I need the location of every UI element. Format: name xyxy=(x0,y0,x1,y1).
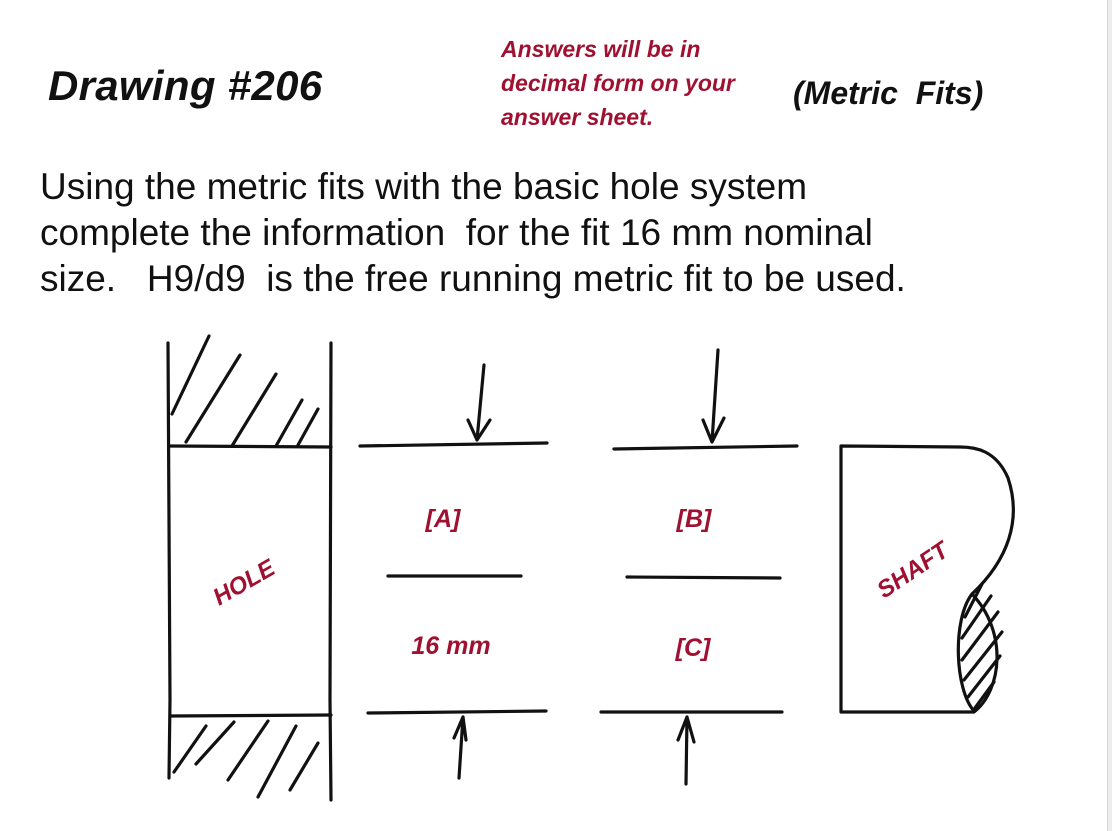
answers-note-line-3: answer sheet. xyxy=(501,104,654,130)
label-b: [B] xyxy=(676,505,712,533)
shaft-label: SHAFT xyxy=(872,536,954,604)
column-b-lines xyxy=(601,350,797,784)
label-a: [A] xyxy=(425,505,461,533)
answers-note-line-2: decimal form on your xyxy=(501,70,735,96)
col-b-bottom-arrow xyxy=(678,717,694,784)
col-a-bottom-line xyxy=(368,711,546,713)
col-a-bottom-arrow xyxy=(454,717,466,778)
hole-right-wall xyxy=(330,343,331,800)
hole-left-wall xyxy=(168,343,170,778)
instructions-line-1: Using the metric fits with the basic hole system xyxy=(40,166,808,207)
col-a-top-line xyxy=(360,443,547,446)
hole-bottom-hatching xyxy=(174,721,318,797)
nominal-size-label: 16 mm xyxy=(411,632,491,660)
shaft-drawing xyxy=(841,446,1013,712)
column-a-lines xyxy=(360,365,547,778)
col-b-top-arrow xyxy=(703,350,724,442)
hole-top-hatching xyxy=(172,336,318,446)
hole-bottom-edge xyxy=(170,715,331,716)
metric-fits-subtitle: (Metric Fits) xyxy=(793,75,984,111)
col-b-top-line xyxy=(614,446,797,449)
hole-top-edge xyxy=(170,446,331,447)
instructions-line-3: size. H9/d9 is the free running metric fit to be used. xyxy=(40,258,906,299)
label-c: [C] xyxy=(675,634,711,662)
drawing-title: Drawing #206 xyxy=(48,62,323,109)
col-a-top-arrow xyxy=(468,365,490,440)
hole-label: HOLE xyxy=(208,554,280,612)
answers-note-line-1: Answers will be in xyxy=(501,36,701,62)
col-b-mid-line xyxy=(627,577,780,578)
instructions-line-2: complete the information for the fit 16 mm nominal xyxy=(40,212,873,253)
